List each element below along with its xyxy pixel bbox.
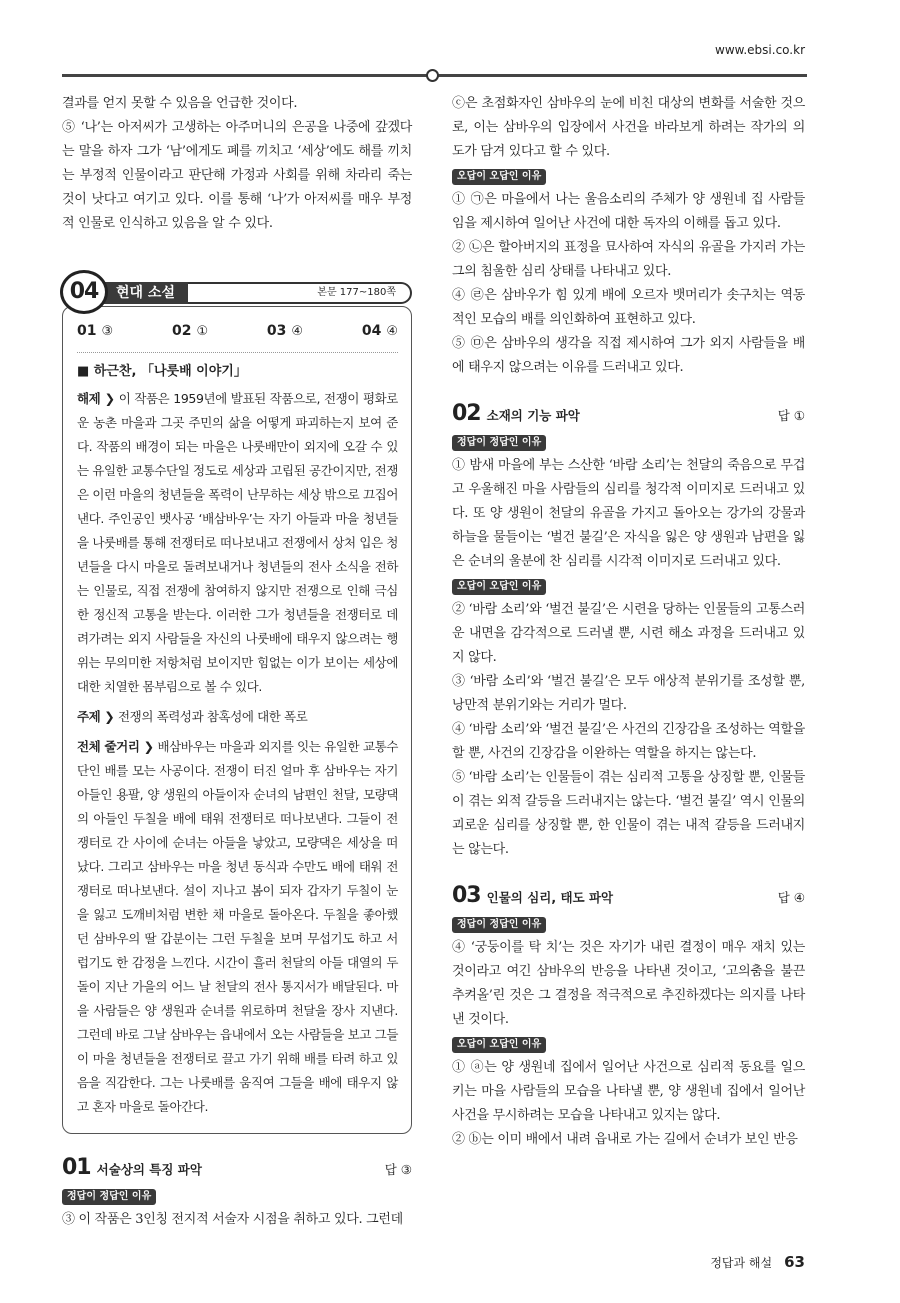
wrong-badge: 오답이 오답인 이유 [452, 169, 546, 185]
site-url: www.ebsi.co.kr [715, 43, 805, 57]
work-title: ■ 하근찬, 「나룻배 이야기」 [77, 364, 247, 379]
paragraph: ④ ‘바람 소리’와 ‘벌건 불길’은 사건의 긴장감을 조성하는 역할을 할 뿐, 사건의 긴장감을 이완하는 역할을 하지는 않는다. [452, 722, 805, 761]
paragraph: ⑤ ‘나’는 아저씨가 고생하는 아주머니의 은공을 나중에 갚겠다는 말을 하자 그가 ‘남’에게도 폐를 끼치고 ‘세상’에도 해를 끼치는 부정적 인물이라고 판단해 가정과 사회를 위해 차라리 죽는 것이 낫다고 여기고 있다. 이를 통해 ‘나’가 아저씨를 매우 부정적 인물로 인식하고 있음을 알 수 있다. [62, 120, 412, 231]
paragraph: ① 밤새 마을에 부는 스산한 ‘바람 소리’는 천달의 죽음으로 무겁고 우울해진 마을 사람들의 심리를 청각적 이미지로 드러내고 있다. 또 양 생원이 천달의 유골을 가지고 돌아오는 강가의 강물과 하늘을 물들이는 ‘벌건 불길’은 자식을 잃은 양 생원과 남편을 잃은 순녀의 울분에 찬 심리를 시각적 이미지로 드러내고 있다. [452, 458, 805, 569]
unit-pages: 본문 177~180쪽 [188, 282, 412, 304]
paragraph: ② ‘바람 소리’와 ‘벌건 불길’은 시련을 당하는 인물들의 고통스러운 내면을 감각적으로 드러낼 뿐, 시련 해소 과정을 드러내고 있지 않다. [452, 602, 805, 665]
paragraph: ① ㉠은 마을에서 나는 울음소리의 주체가 양 생원네 집 사람들임을 제시하여 일어난 사건에 대한 독자의 이해를 돕고 있다. [452, 192, 805, 231]
correct-badge: 정답이 정답인 이유 [62, 1189, 156, 1205]
paragraph: ③ ‘바람 소리’와 ‘벌건 불길’은 모두 애상적 분위기를 조성할 뿐, 낭만적 분위기와는 거리가 멀다. [452, 674, 805, 713]
dotted-divider [77, 352, 398, 353]
paragraph: ③ 이 작품은 3인칭 전지적 서술자 시점을 취하고 있다. 그런데 [62, 1212, 403, 1227]
paragraph: ⓒ은 초점화자인 삼바우의 눈에 비친 대상의 변화를 서술한 것으로, 이는 삼바우의 입장에서 사건을 바라보게 하려는 작가의 의도가 담겨 있다고 할 수 있다. [452, 96, 805, 159]
unit-number: 04 [60, 270, 108, 314]
question-01: 01 서술상의 특징 파악 답 ③ 정답이 정답인 이유 ③ 이 작품은 3인칭 전지적 서술자 시점을 취하고 있다. 그런데 [62, 1154, 412, 1232]
paragraph: ② ⓑ는 이미 배에서 내려 읍내로 가는 길에서 순녀가 보인 반응 [452, 1132, 798, 1147]
answer-item: 03 ④ [266, 323, 304, 339]
right-column [452, 92, 805, 1152]
unit-box [62, 306, 412, 1134]
page-footer [0, 1232, 900, 1303]
unit-section [62, 276, 412, 1134]
commentary: 해제 ❯ 이 작품은 1959년에 발표된 작품으로, 전쟁이 평화로운 농촌 마을과 그곳 주민의 삶을 어떻게 파괴하는지 보여 준다. 작품의 배경이 되는 마을은 나룻배만이 외지에 오갈 수 있는 유일한 교통수단일 정도로 세상과 고립된 공간이지만, 전쟁은 이런 마을의 청년들을 폭력이 난무하는 세상 밖으로 끄집어낸다. 주인공인 뱃사공 ‘배삼바우’는 자기 아들과 마을 청년들을 나룻배를 통해 전쟁터로 떠나보내고 전쟁에서 상처 입은 청년들을 다시 마을로 돌려보내거나 청년들의 전사 소식을 전하는 인물로, 직접 전쟁에 참여하지 않지만 전쟁으로 인해 극심한 정신적 고통을 받는다. 이러한 그가 청년들을 전쟁터로 데려가려는 외지 사람들을 자신의 나룻배에 태우지 않으려는 행위는 무의미한 저항처럼 보이지만 힘없는 이가 보이는 세상에 대한 치열한 몸부림으로 볼 수 있다. [77, 391, 398, 694]
paragraph: ④ ㉣은 삼바우가 힘 있게 배에 오르자 뱃머리가 솟구치는 역동적인 모습의 배를 의인화하여 표현하고 있다. [452, 288, 805, 327]
theme: 주제 ❯ 전쟁의 폭력성과 참혹성에 대한 폭로 [77, 709, 308, 724]
answer-item: 04 ④ [361, 323, 398, 339]
page-number: 63 [784, 1253, 805, 1271]
page-columns [0, 80, 900, 1232]
correct-badge: 정답이 정답인 이유 [452, 435, 546, 451]
paragraph: ① ⓐ는 양 생원네 집에서 일어난 사건으로 심리적 동요를 일으키는 마을 사람들의 모습을 나타낼 뿐, 양 생원네 집에서 일어난 사건을 무시하려는 모습을 나타내고 있지는 않다. [452, 1060, 805, 1123]
page-header [0, 0, 900, 80]
paragraph: ⑤ ‘바람 소리’는 인물들이 겪는 심리적 고통을 상징할 뿐, 인물들이 겪는 외적 갈등을 드러내지는 않는다. ‘벌건 불길’ 역시 인물의 괴로운 심리를 상징할 뿐, 한 인물이 겪는 내적 갈등을 드러내지는 않는다. [452, 770, 805, 857]
unit-title: 현대 소설 [104, 282, 188, 304]
wrong-badge: 오답이 오답인 이유 [452, 579, 546, 595]
question-03: 03 인물의 심리, 태도 파악 답 ④ 정답이 정답인 이유 ④ ‘궁둥이를 탁 치’는 것은 자기가 내린 결정이 매우 재치 있는 것이라고 여긴 삼바우의 반응을 나타낸 것이고, ‘고의춤을 불끈 추켜올’린 것은 그 결정을 적극적으로 추진하겠다는 의지를 나타낸 것이다. 오답이 오답인 이유 ① ⓐ는 양 생원네 집에서 일어난 사건으로 심리적 동요를 일으키는 마을 사람들의 모습을 나타낼 뿐, 양 생원네 집에서 일어난 사건을 무시하려는 모습을 나타내고 있지는 않다. ② ⓑ는 이미 배에서 내려 읍내로 가는 길에서 순녀가 보인 반응 [452, 882, 805, 1152]
right-top [452, 92, 805, 380]
answer-item: 02 ① [171, 323, 209, 339]
paragraph: ⑤ ㉤은 삼바우의 생각을 직접 제시하여 그가 외지 사람들을 배에 태우지 않으려는 이유를 드러내고 있다. [452, 336, 805, 375]
question-02: 02 소재의 기능 파악 답 ① 정답이 정답인 이유 ① 밤새 마을에 부는 스산한 ‘바람 소리’는 천달의 죽음으로 무겁고 우울해진 마을 사람들의 심리를 청각적 이미지로 드러내고 있다. 또 양 생원이 천달의 유골을 가지고 돌아오는 강가의 강물과 하늘을 물들이는 ‘벌건 불길’은 자식을 잃은 양 생원과 남편을 잃은 순녀의 울분에 찬 심리를 시각적 이미지로 드러내고 있다. 오답이 오답인 이유 ② ‘바람 소리’와 ‘벌건 불길’은 시련을 당하는 인물들의 고통스러운 내면을 감각적으로 드러낼 뿐, 시련 해소 과정을 드러내고 있지 않다. ③ ‘바람 소리’와 ‘벌건 불길’은 모두 애상적 분위기를 조성할 뿐, 낭만적 분위기와는 거리가 멀다. ④ ‘바람 소리’와 ‘벌건 불길’은 사건의 긴장감을 조성하는 역할을 할 뿐, 사건의 긴장감을 이완하는 역할을 하지는 않는다. ⑤ ‘바람 소리’는 인물들이 겪는 심리적 고통을 상징할 뿐, 인물들이 겪는 외적 갈등을 드러내지는 않는다. ‘벌건 불길’ 역시 인물의 괴로운 심리를 상징할 뿐, 한 인물이 겪는 내적 갈등을 드러내지는 않는다. [452, 400, 805, 862]
answer-item: 01 ③ [77, 323, 114, 339]
footer-section: 정답과 해설 [710, 1256, 773, 1270]
paragraph: ② ㉡은 할아버지의 표정을 묘사하여 자식의 유골을 가지러 가는 그의 침울한 심리 상태를 나타내고 있다. [452, 240, 805, 279]
correct-badge: 정답이 정답인 이유 [452, 917, 546, 933]
left-top-text [62, 92, 412, 236]
paragraph: 결과를 얻지 못할 수 있음을 언급한 것이다. [62, 96, 298, 111]
header-rule-dot [426, 69, 439, 82]
wrong-badge: 오답이 오답인 이유 [452, 1037, 546, 1053]
left-column [62, 92, 412, 1232]
paragraph: ④ ‘궁둥이를 탁 치’는 것은 자기가 내린 결정이 매우 재치 있는 것이라고 여긴 삼바우의 반응을 나타낸 것이고, ‘고의춤을 불끈 추켜올’린 것은 그 결정을 적극적으로 추진하겠다는 의지를 나타낸 것이다. [452, 940, 805, 1027]
answer-summary [77, 321, 398, 342]
plot: 전체 줄거리 ❯ 배삼바우는 마을과 외지를 잇는 유일한 교통수단인 배를 모는 사공이다. 전쟁이 터진 얼마 후 삼바우는 자기 아들인 용팔, 양 생원의 아들이자 순녀의 남편인 천달, 모량댁의 아들인 두칠을 배에 태워 전쟁터로 떠나보낸다. 그들이 전쟁터로 간 사이에 순녀는 아들을 낳았고, 모량댁은 세상을 떠났다. 그리고 삼바우는 마을 청년 동식과 수만도 배에 태워 전쟁터로 떠나보낸다. 설이 지나고 봄이 되자 갑자기 두칠이 눈을 잃고 도깨비처럼 변한 채 마을로 돌아온다. 두칠을 좋아했던 삼바우의 딸 갑분이는 그런 두칠을 보며 무섭기도 하고 서럽기도 한 감정을 느낀다. 시간이 흘러 천달의 아들 대열의 두 돌이 지난 가을의 어느 날 천달의 전사 통지서가 배달된다. 마을 사람들은 양 생원과 순녀를 위로하며 천달을 장사 지낸다. 그런데 바로 그날 삼바우는 읍내에서 오는 사람들을 보고 그들이 마을 청년들을 전쟁터로 끌고 가기 위해 배를 타려 하고 있음을 직감한다. 그는 나룻배를 움직여 그들을 배에 태우지 않고 혼자 마을로 돌아간다. [77, 739, 398, 1114]
